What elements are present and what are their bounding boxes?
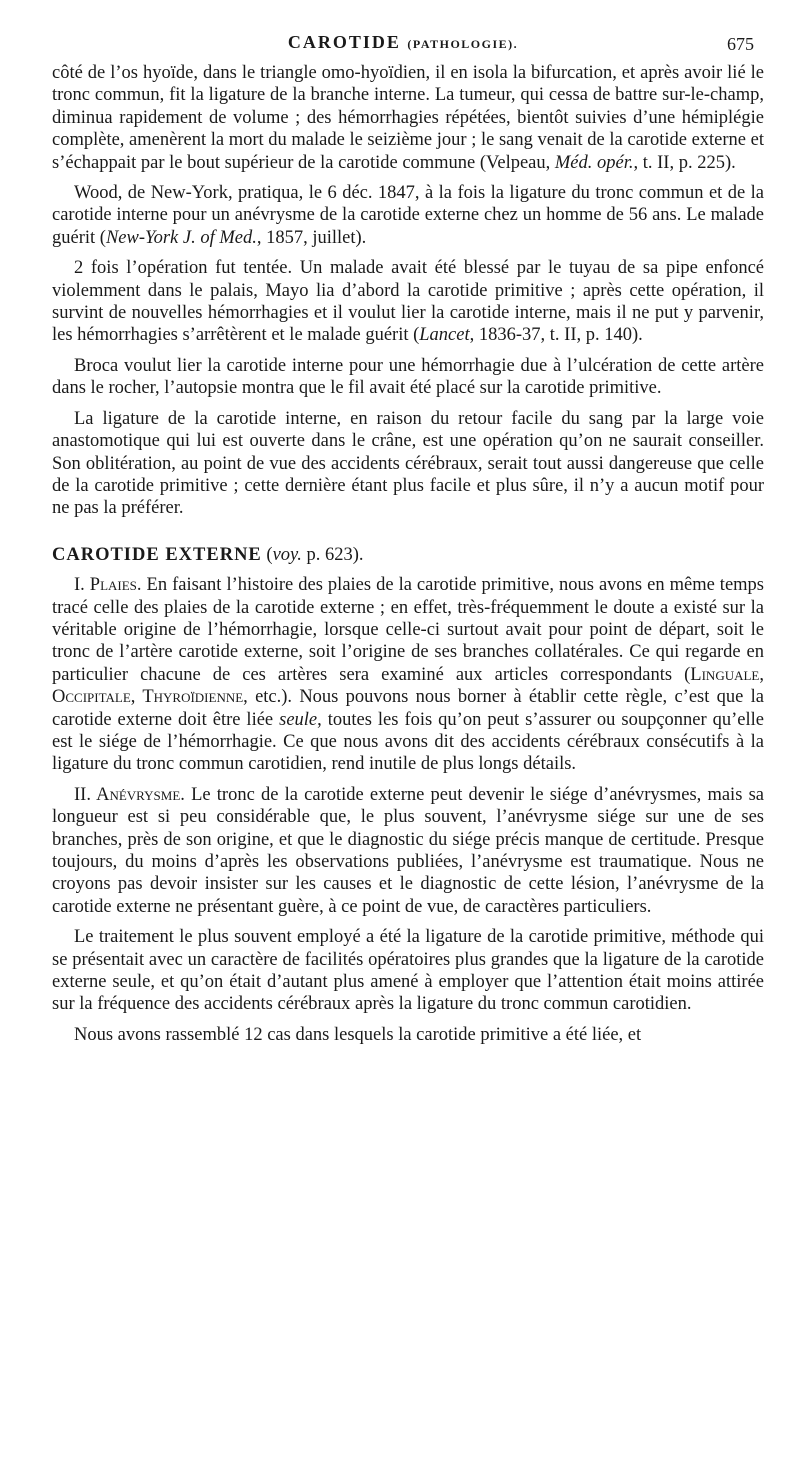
subsection-title: I. Plaies. <box>74 575 142 596</box>
paragraph-conclusion: La ligature de la carotide interne, en raison du retour facile du sang par la large voie anastomotique qui lui est ouverte dans le crâne, est une opération qu’on ne saurait conseiller. Son oblitération, au point de vue des accidents cérébraux, serait tout aussi dangereuse que celle de la carotide primitive ; cette dernière étant plus facile et plus sûre, il n’y a aucun motif pour ne pas la préférer. <box>52 408 764 519</box>
section-ref-page: p. 623). <box>301 544 364 565</box>
body-text <box>52 62 764 1054</box>
subsection-title: II. Anévrysme. <box>74 784 185 805</box>
citation-detail: , 1857, juillet). <box>256 227 367 248</box>
article-references: Linguale, Occipitale, Thyroïdienne <box>52 664 764 708</box>
citation-detail: , 1836-37, t. II, p. 140). <box>469 325 643 346</box>
section-spacer <box>52 528 764 544</box>
paragraph-text: , toutes les fois qu’on peut s’assurer ou soupçonner qu’elle est le siége de l’hémorrhagie. Ce que nous avons dit des accidents cérébraux consécutifs à la ligature du tronc commun carotidien, rend inutile de plus longs détails. <box>52 709 764 775</box>
running-head-title: CAROTIDE <box>287 32 401 52</box>
running-head <box>52 32 754 53</box>
paragraph-text: , etc.). Nous pouvons nous borner à établir cette règle, c’est que la carotide externe doit être liée <box>52 687 764 730</box>
page-number: 675 <box>727 34 754 54</box>
paragraph-text: Le tronc de la carotide externe peut devenir le siége d’anévrysmes, mais sa longueur est si peu considérable que, le plus souvent, l’anévrysme siége sur une de ses branches, près de son origine, et que le diagnostic du siége précis manque de certitude. Presque toujours, du moins d’après les observations publiées, l’anévrysme est traumatique. Nous ne croyons pas devoir insister sur les causes et le diagnostic de cette lésion, l’anévrysme de la carotide externe ne présentant guère, à ce point de vue, de caractères particuliers. <box>52 784 764 917</box>
paragraph-text: En faisant l’histoire des plaies de la carotide primitive, nous avons en même temps tracé celle des plaies de la carotide externe ; en effet, très-fréquemment le doute a existé sur la véritable origine de l’hémorrhagie, lorsque celle-ci surtout avait pour point de départ, soit le tronc de l’artère carotide externe, soit l’origine de ses branches collatérales. Ce qui regarde en particulier chacune de ces artères sera examiné aux articles correspondants ( <box>52 575 764 685</box>
paragraph-text: 2 fois l’opération fut tentée. Un malade avait été blessé par le tuyau de sa pipe enfoncé violemment dans le palais, Mayo lia d’abord la carotide primitive ; après cette opération, il survint de nouvelles hémorrhagies et il voulut lier la carotide interne, mais il ne put y parvenir, les hémorrhagies s’arrêtèrent et le malade guérit ( <box>52 258 764 346</box>
page-header <box>52 32 754 60</box>
paragraph-traitement: Le traitement le plus souvent employé a été la ligature de la carotide primitive, méthode qui se présentait avec un caractère de facilités opératoires plus grandes que la ligature de la carotide externe seule, et qu’on était d’autant plus amené à employer que l’attention était moins attirée sur la fréquence des accidents cérébraux après la ligature du tronc commun carotidien. <box>52 927 764 1015</box>
paragraph-broca: Broca voulut lier la carotide interne pour une hémorrhagie due à l’ulcération de cette artère dans le rocher, l’autopsie montra que le fil avait été placé sur la carotide primitive. <box>52 355 764 399</box>
section-title: CAROTIDE EXTERNE <box>52 544 262 565</box>
paragraph-cas: Nous avons rassemblé 12 cas dans lesquels la carotide primitive a été liée, et <box>74 1024 642 1045</box>
section-heading <box>52 544 764 566</box>
citation-title: Méd. opér. <box>554 152 634 173</box>
paragraph-text: Wood, de New-York, pratiqua, le 6 déc. 1847, à la fois la ligature du tronc commun et de la carotide interne pour un anévrysme de la carotide externe chez un homme de 56 ans. Le malade guérit ( <box>52 183 764 248</box>
section-ref-voy: voy. <box>272 544 302 565</box>
section-ref-open: ( <box>261 544 273 565</box>
citation-detail: , t. II, p. 225). <box>633 152 736 173</box>
paragraph-mayo <box>52 257 764 347</box>
emphasis: seule <box>279 709 318 730</box>
paragraph-continuation <box>52 62 764 174</box>
paragraph-wood <box>52 182 764 249</box>
paragraph-plaies <box>52 574 764 776</box>
paragraph-anevrysme <box>52 784 764 918</box>
running-head-subtitle: (PATHOLOGIE). <box>407 37 519 51</box>
paragraph-text: côté de l’os hyoïde, dans le triangle omo-hyoïdien, il en isola la bifurcation, et après avoir lié le tronc commun, fit la ligature de la branche interne. La tumeur, qui cessa de battre sur-le-champ, diminua rapidement de volume ; des hémorrhagies répétées, bientôt suivies d’une hémiplégie complète, amenèrent la mort du malade le seizième jour ; le sang venait de la carotide externe et s’échappait par le bout supérieur de la carotide commune (Velpeau, <box>52 63 764 173</box>
citation-title: New-York J. of Med. <box>105 227 257 248</box>
citation-title: Lancet <box>419 325 470 346</box>
